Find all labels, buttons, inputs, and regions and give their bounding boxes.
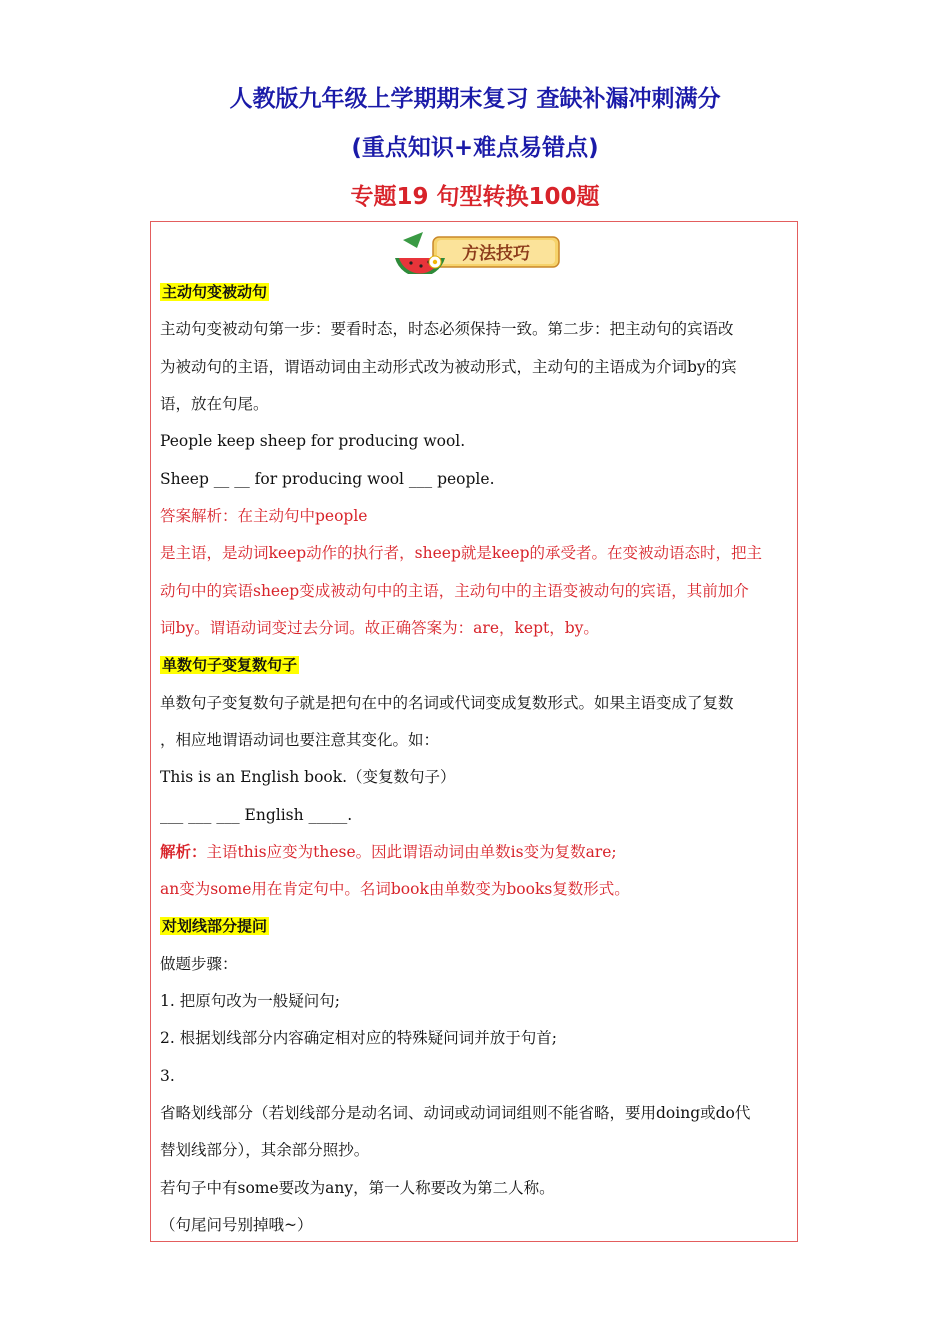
section-heading-plural: 单数句子变复数句子 xyxy=(162,656,298,674)
section-heading-question: 对划线部分提问 xyxy=(162,917,268,935)
answer-explanation: 解析：主语this应变为these。因此谓语动词由单数is变为复数are; xyxy=(160,842,617,861)
flower-icon xyxy=(429,256,441,268)
answer-explanation: 答案解析：在主动句中people xyxy=(160,507,368,525)
method-box xyxy=(150,221,798,1242)
paragraph: （句尾问号别掉哦~） xyxy=(160,1216,313,1234)
method-banner xyxy=(393,228,563,274)
paragraph: 主动句变被动句第一步：要看时态，时态必须保持一致。第二步：把主动句的宾语改 xyxy=(160,320,734,338)
answer-explanation: an变为some用在肯定句中。名词book由单数变为books复数形式。 xyxy=(160,880,630,898)
step-item: 1. 把原句改为一般疑问句; xyxy=(160,992,340,1010)
doc-subtitle: (重点知识+难点易错点) xyxy=(351,135,599,161)
answer-explanation: 词by。谓语动词变过去分词。故正确答案为：are，kept，by。 xyxy=(160,619,599,637)
example-sentence: This is an English book.（变复数句子） xyxy=(160,768,456,786)
paragraph: 做题步骤： xyxy=(160,955,238,973)
doc-title: 人教版九年级上学期期末复习 查缺补漏冲刺满分 xyxy=(229,86,721,112)
answer-explanation: 动句中的宾语sheep变成被动句中的主语，主动句中的主语变被动句的宾语，其前加介 xyxy=(160,582,749,600)
answer-explanation: 是主语，是动词keep动作的执行者，sheep就是keep的承受者。在变被动语态时，把主 xyxy=(160,544,763,562)
paragraph: 单数句子变复数句子就是把句在中的名词或代词变成复数形式。如果主语变成了复数 xyxy=(160,694,734,712)
example-blank: ___ ___ ___ English _____. xyxy=(160,806,353,824)
example-sentence: People keep sheep for producing wool. xyxy=(160,432,466,450)
paragraph: 替划线部分），其余部分照抄。 xyxy=(160,1141,370,1159)
step-item: 3. xyxy=(160,1067,175,1085)
paragraph: 若句子中有some要改为any，第一人称要改为第二人称。 xyxy=(160,1179,555,1197)
paragraph: ，相应地谓语动词也要注意其变化。如： xyxy=(160,731,440,749)
topic-title: 专题19 句型转换100题 xyxy=(350,184,600,210)
banner-label: 方法技巧 xyxy=(462,244,530,264)
section-heading-passive: 主动句变被动句 xyxy=(162,283,268,301)
paragraph: 为被动句的主语，谓语动词由主动形式改为被动形式，主动句的主语成为介词by的宾 xyxy=(160,358,737,376)
paragraph: 语，放在句尾。 xyxy=(160,395,269,413)
paragraph: 省略划线部分（若划线部分是动名词、动词或动词词组则不能省略，要用doing或do代 xyxy=(160,1104,751,1122)
step-item: 2. 根据划线部分内容确定相对应的特殊疑问词并放于句首; xyxy=(160,1029,557,1047)
example-blank: Sheep __ __ for producing wool ___ people. xyxy=(160,470,495,488)
